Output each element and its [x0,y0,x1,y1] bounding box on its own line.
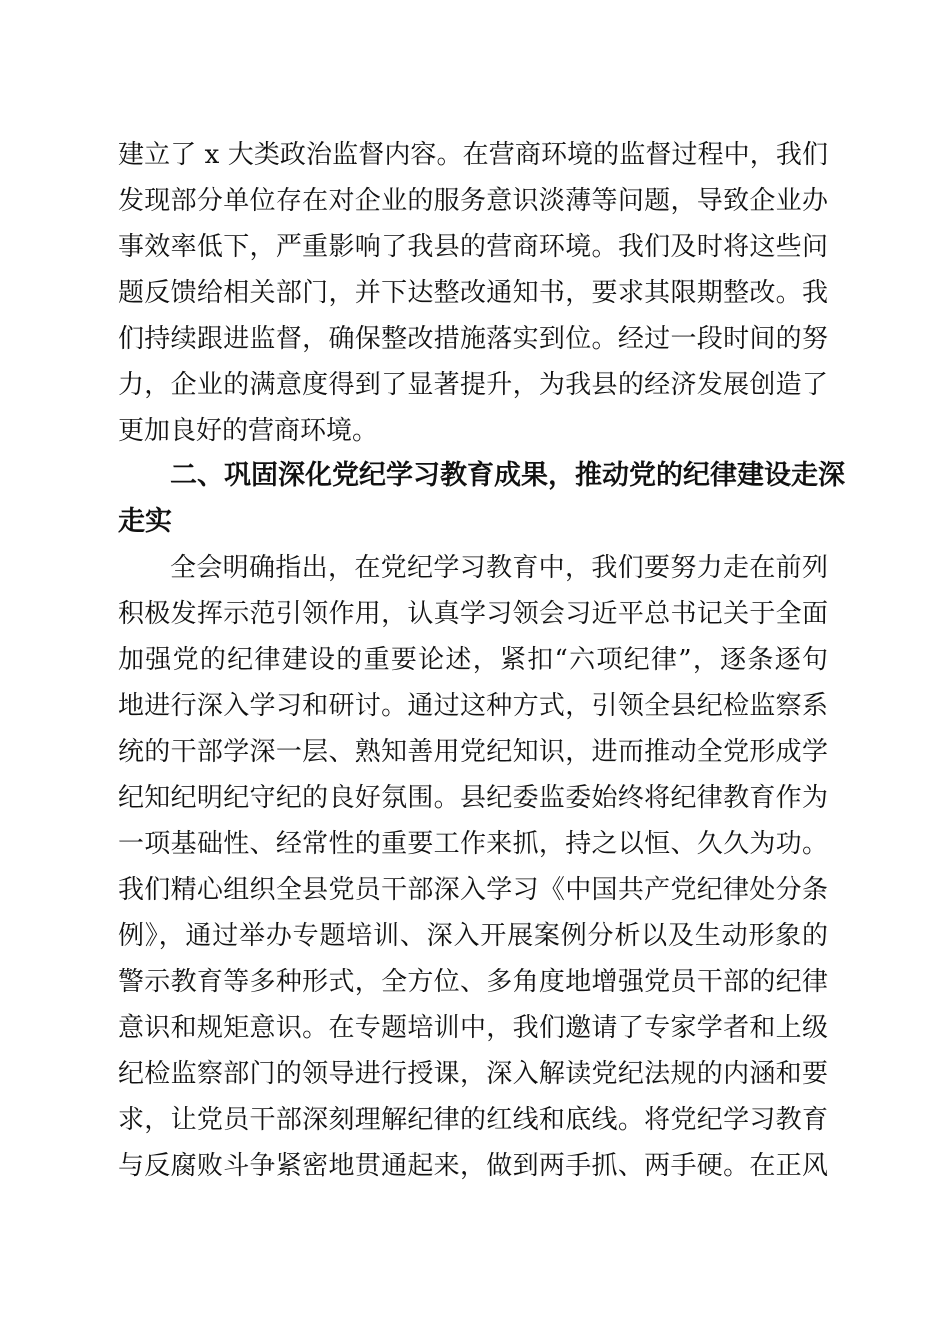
text-line: 纪检监察部门的领导进行授课，深入解读党纪法规的内涵和要 [118,1059,828,1089]
heading-line: 二、巩固深化党纪学习教育成果，推动党的纪律建设走深 [170,460,845,491]
text-line: 发现部分单位存在对企业的服务意识淡薄等问题，导致企业办 [118,186,828,216]
text-line: 地进行深入学习和研讨。通过这种方式，引领全县纪检监察系 [118,691,828,721]
text-line: 一项基础性、经常性的重要工作来抓，持之以恒、久久为功。 [118,829,828,859]
text-line: 们持续跟进监督，确保整改措施落实到位。经过一段时间的努 [118,324,828,354]
text-line: 统的干部学深一层、熟知善用党纪知识，进而推动全党形成学 [118,737,828,767]
text-line: 全会明确指出，在党纪学习教育中，我们要努力走在前列 [170,553,828,583]
heading-line: 走实 [118,506,172,537]
text-line: 警示教育等多种形式，全方位、多角度地增强党员干部的纪律 [118,967,828,997]
text-line: 我们精心组织全县党员干部深入学习《中国共产党纪律处分条 [118,875,828,905]
text-line: 求，让党员干部深刻理解纪律的红线和底线。将党纪学习教育 [118,1105,828,1135]
text-line: 纪知纪明纪守纪的良好氛围。县纪委监委始终将纪律教育作为 [118,783,828,813]
text-line: 加强党的纪律建设的重要论述，紧扣“六项纪律”，逐条逐句 [118,645,828,675]
text-line: 事效率低下，严重影响了我县的营商环境。我们及时将这些问 [118,232,828,262]
text-line: 建立了 x 大类政治监督内容。在营商环境的监督过程中，我们 [118,140,828,170]
text-line: 与反腐败斗争紧密地贯通起来，做到两手抓、两手硬。在正风 [118,1151,828,1181]
text-line: 更加良好的营商环境。 [118,416,379,446]
text-line: 力，企业的满意度得到了显著提升，为我县的经济发展创造了 [118,370,828,400]
paragraph-business-environment [118,132,828,454]
section-heading [118,453,845,545]
text-line: 例》，通过举办专题培训、深入开展案例分析以及生动形象的 [118,921,828,951]
text-line: 积极发挥示范引领作用，认真学习领会习近平总书记关于全面 [118,599,828,629]
text-line: 题反馈给相关部门，并下达整改通知书，要求其限期整改。我 [118,278,828,308]
text-line: 意识和规矩意识。在专题培训中，我们邀请了专家学者和上级 [118,1013,828,1043]
paragraph-discipline-education [118,545,828,1189]
